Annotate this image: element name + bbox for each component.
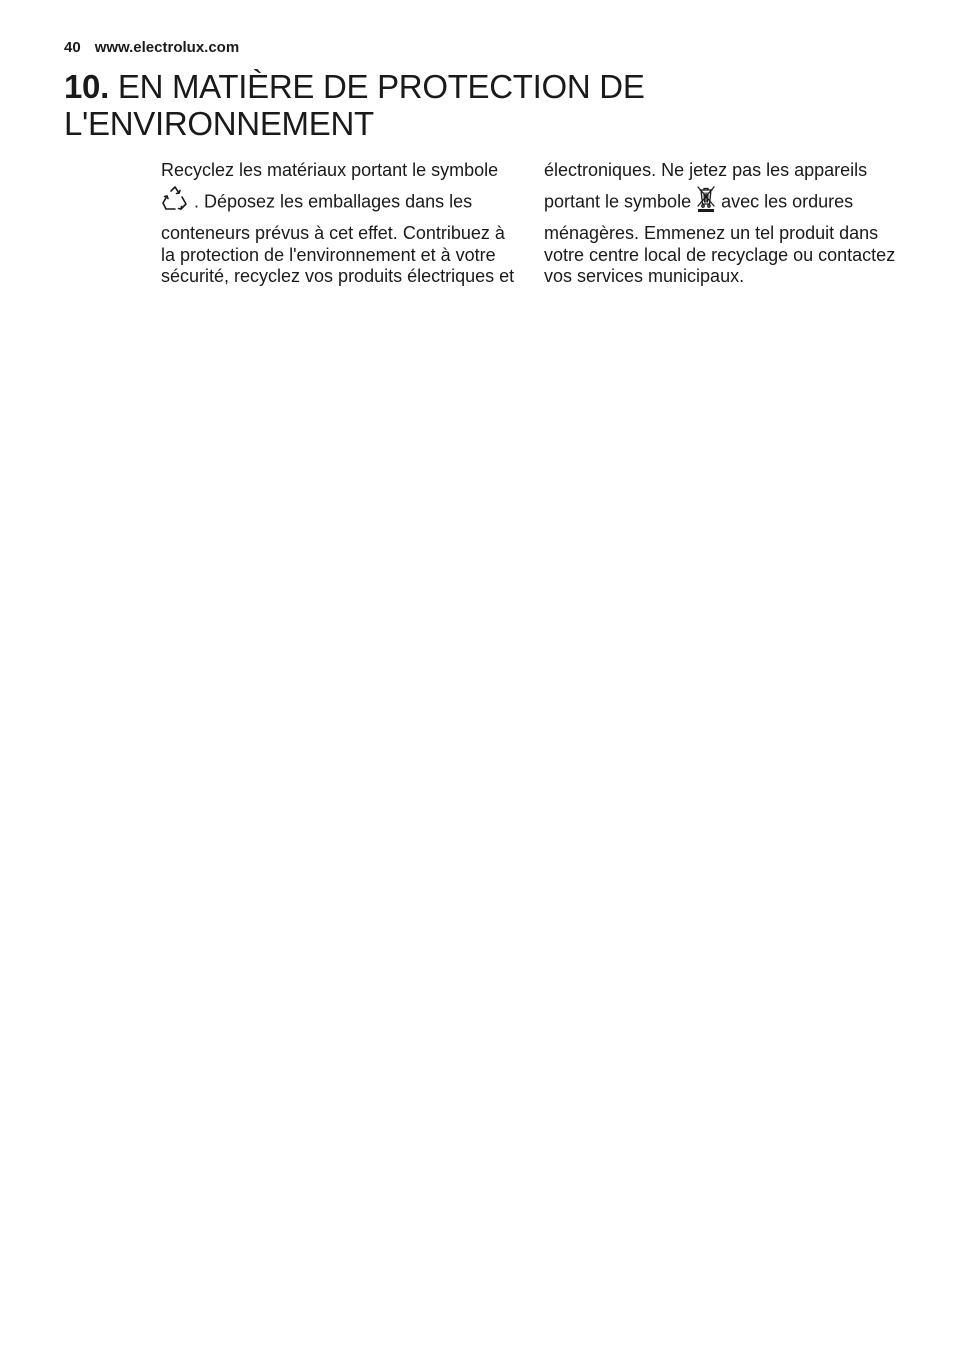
section-number: 10. xyxy=(64,68,109,105)
page-header xyxy=(64,38,239,58)
section-title xyxy=(64,68,884,142)
text-before-recycle: Recyclez les matériaux portant le symbole xyxy=(161,160,499,180)
body-column-right xyxy=(544,160,904,288)
paragraph-right xyxy=(544,160,904,288)
text-after-recycle: . Déposez les emballages dans les conteneurs prévus à cet effet. Contribuez à la protection de l'environnement et à votre sécurité, recyclez vos produits électriques et xyxy=(161,191,515,286)
text-after-bin: avec les ordures ménagères. Emmenez un tel produit dans votre centre local de recyclage ou contactez vos services municipaux. xyxy=(544,191,896,286)
page-number: 40 xyxy=(64,39,81,56)
section-title-text: EN MATIÈRE DE PROTECTION DE L'ENVIRONNEMENT xyxy=(64,68,645,142)
text-before-bin: électroniques. Ne jetez pas les appareils portant le symbole xyxy=(544,160,868,211)
paragraph-left xyxy=(161,160,516,288)
website-url: www.electrolux.com xyxy=(94,39,240,56)
recycle-icon xyxy=(161,185,189,219)
crossed-bin-icon xyxy=(696,185,716,219)
body-column-left xyxy=(161,160,516,288)
